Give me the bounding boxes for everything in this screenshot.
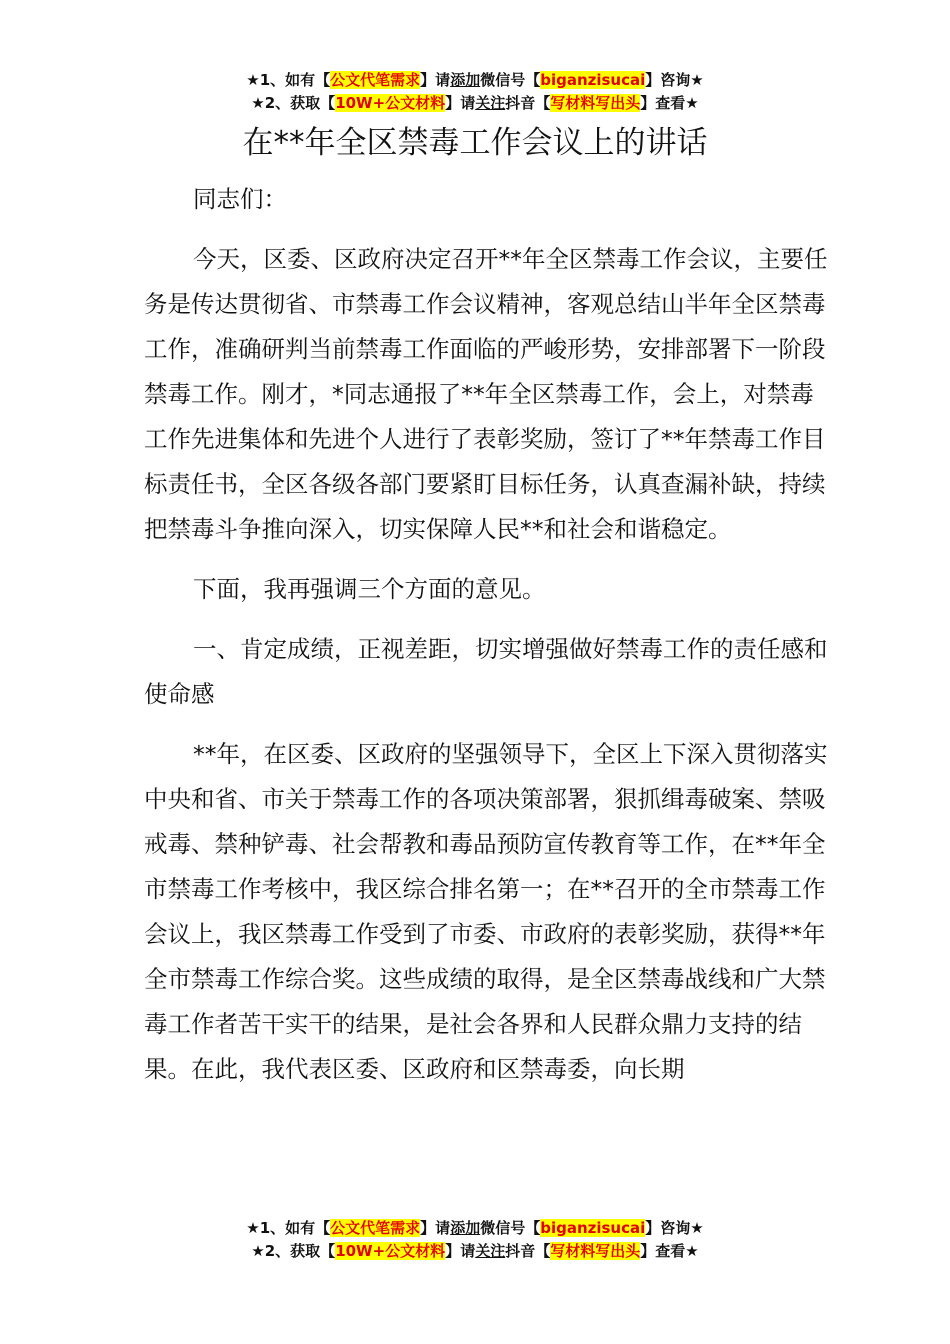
highlight-wechat-id[interactable]: biganzisucai	[540, 71, 646, 89]
banner-text: 】请	[420, 1219, 451, 1237]
banner-text: ★1、如有【	[246, 71, 331, 89]
banner-text: 】咨询★	[645, 71, 704, 89]
page-title: 在**年全区禁毒工作会议上的讲话	[242, 125, 708, 161]
section-heading-1: 一、肯定成绩，正视差距，切实增强做好禁毒工作的责任感和使命感	[144, 635, 828, 708]
banner-text: 关注	[475, 1242, 506, 1260]
banner-text: 关注	[475, 94, 506, 112]
banner-text: ★2、获取【	[251, 94, 336, 112]
highlight-service: 公文代笔需求	[330, 71, 421, 89]
banner-text: 】请	[445, 1242, 476, 1260]
banner-text: 微信号【	[480, 71, 541, 89]
banner-text: 抖音【	[505, 94, 551, 112]
banner-text: 】请	[420, 71, 451, 89]
banner-text: ★2、获取【	[251, 1242, 336, 1260]
paragraph-achievements: **年，在区委、区政府的坚强领导下，全区上下深入贯彻落实中央和省、市关于禁毒工作的各项决策部署，狠抓缉毒破案、禁吸戒毒、禁种铲毒、社会帮教和毒品预防宣传教育等工作，在**年全市禁毒工作考核中，我区综合排名第一；在**召开的全市禁毒工作会议上，我区禁毒工作受到了市委、市政府的表彰奖励，获得**年全市禁毒工作综合奖。这些成绩的取得，是全区禁毒战线和广大禁毒工作者苦干实干的结果，是社会各界和人民群众鼎力支持的结果。在此，我代表区委、区政府和区禁毒委，向长期	[144, 740, 828, 1083]
header-banner	[0, 69, 950, 115]
banner-text: 】查看★	[640, 1242, 699, 1260]
highlight-materials: 10W+公文材料	[335, 94, 446, 112]
footer-banner	[0, 1217, 950, 1263]
banner-text: 】请	[445, 94, 476, 112]
banner-line-2	[0, 1240, 950, 1263]
banner-text: 抖音【	[505, 1242, 551, 1260]
banner-text: 微信号【	[480, 1219, 541, 1237]
highlight-wechat-id[interactable]: biganzisucai	[540, 1219, 646, 1237]
highlight-douyin-account[interactable]: 写材料写出头	[550, 94, 641, 112]
banner-text: 】咨询★	[645, 1219, 704, 1237]
highlight-materials: 10W+公文材料	[335, 1242, 446, 1260]
highlight-douyin-account[interactable]: 写材料写出头	[550, 1242, 641, 1260]
highlight-service: 公文代笔需求	[330, 1219, 421, 1237]
banner-text: 添加	[450, 1219, 481, 1237]
paragraph-salutation: 同志们：	[193, 185, 287, 213]
banner-line-2	[0, 92, 950, 115]
banner-text: ★1、如有【	[246, 1219, 331, 1237]
banner-line-1	[0, 69, 950, 92]
banner-line-1	[0, 1217, 950, 1240]
banner-text: 添加	[450, 71, 481, 89]
banner-text: 】查看★	[640, 94, 699, 112]
document-body	[144, 177, 834, 1107]
paragraph-intro: 今天，区委、区政府决定召开**年全区禁毒工作会议，主要任务是传达贯彻省、市禁毒工作会议精神，客观总结山半年全区禁毒工作，准确研判当前禁毒工作面临的严峻形势，安排部署下一阶段禁毒工作。刚才，*同志通报了**年全区禁毒工作，会上，对禁毒工作先进集体和先进个人进行了表彰奖励，签订了**年禁毒工作目标责任书，全区各级各部门要紧盯目标任务，认真查漏补缺，持续把禁毒斗争推向深入，切实保障人民**和社会和谐稳定。	[144, 245, 828, 543]
paragraph-transition: 下面，我再强调三个方面的意见。	[193, 575, 546, 603]
